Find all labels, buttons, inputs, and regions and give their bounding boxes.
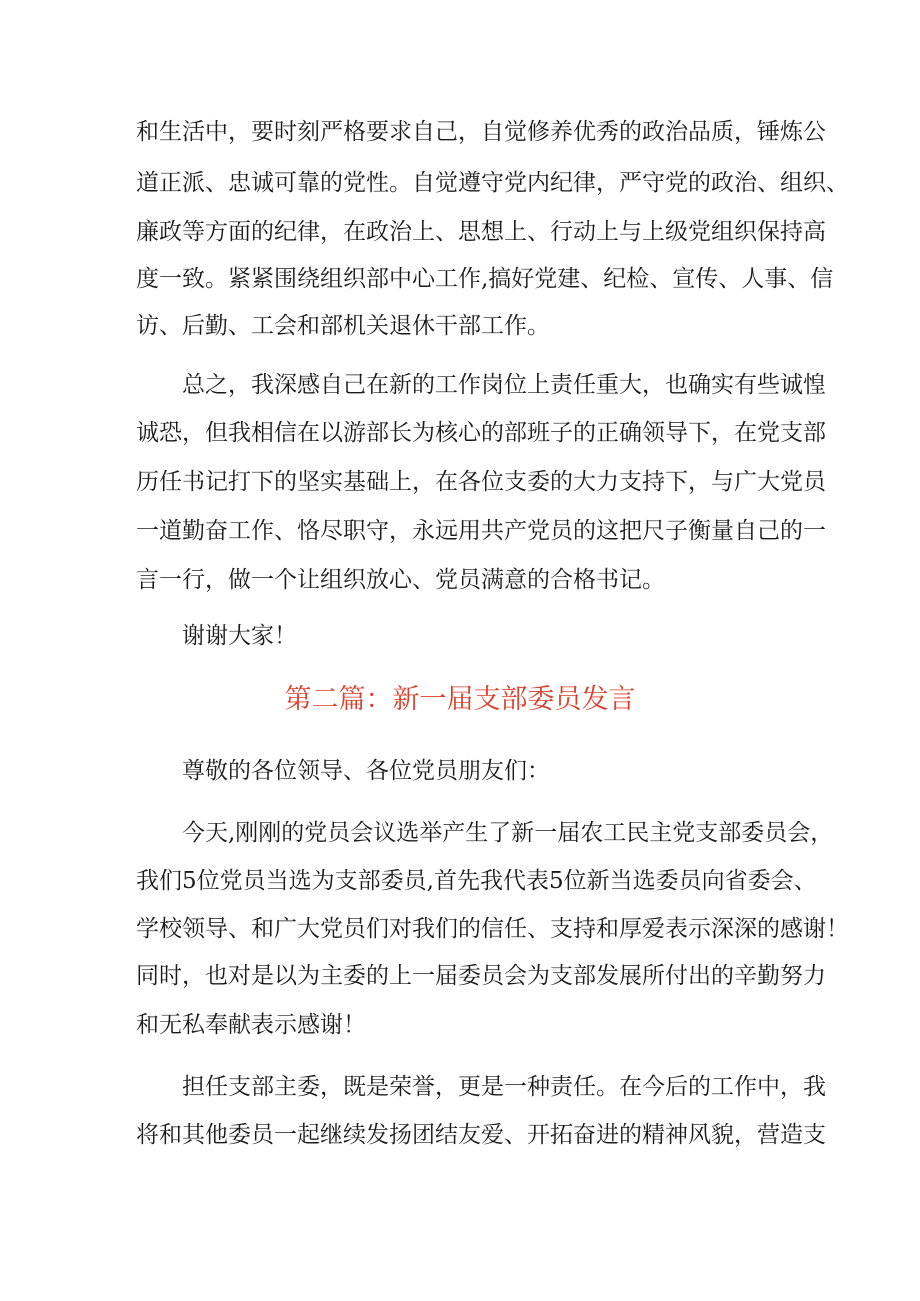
paragraph-line: 学校领导、和广大党员们对我们的信任、支持和厚爱表示深深的感谢！: [136, 916, 849, 942]
paragraph-line: 廉政等方面的纪律，在政治上、思想上、行动上与上级党组织保持高: [136, 219, 826, 245]
paragraph-line: 将和其他委员一起继续发扬团结友爱、开拓奋进的精神风貌，营造支: [136, 1122, 826, 1148]
paragraph-line: 道正派、忠诚可靠的党性。自觉遵守党内纪律，严守党的政治、组织、: [136, 170, 849, 196]
paragraph-line: 今天,刚刚的党员会议选举产生了新一届农工民主党支部委员会，: [182, 820, 834, 846]
paragraph-line: 度一致。紧紧围绕组织部中心工作,搞好党建、纪检、宣传、人事、信: [136, 266, 834, 292]
paragraph-line: 和无私奉献表示感谢！: [136, 1012, 366, 1038]
paragraph-line: 担任支部主委，既是荣誉，更是一种责任。在今后的工作中，我: [182, 1074, 826, 1100]
paragraph-line: 一道勤奋工作、恪尽职守，永远用共产党员的这把尺子衡量自己的一: [136, 518, 826, 544]
paragraph-line: 和生活中，要时刻严格要求自己，自觉修养优秀的政治品质，锤炼公: [136, 119, 826, 145]
paragraph-line: 总之，我深感自己在新的工作岗位上责任重大，也确实有些诚惶: [182, 372, 826, 398]
section-heading: 第二篇：新一届支部委员发言: [284, 684, 636, 715]
closing-text: 谢谢大家！: [182, 623, 297, 649]
paragraph-line: 历任书记打下的坚实基础上，在各位支委的大力支持下，与广大党员: [136, 469, 826, 495]
salutation: 尊敬的各位领导、各位党员朋友们：: [182, 758, 550, 784]
paragraph-line: 诚恐，但我相信在以游部长为核心的部班子的正确领导下，在党支部: [136, 420, 826, 446]
paragraph-line: 言一行，做一个让组织放心、党员满意的合格书记。: [136, 567, 665, 593]
paragraph-line: 同时，也对是以为主委的上一届委员会为支部发展所付出的辛勤努力: [136, 963, 826, 989]
paragraph-line: 我们5位党员当选为支部委员,首先我代表5位新当选委员向省委会、: [136, 868, 817, 894]
paragraph-line: 访、后勤、工会和部机关退休干部工作。: [136, 313, 550, 339]
